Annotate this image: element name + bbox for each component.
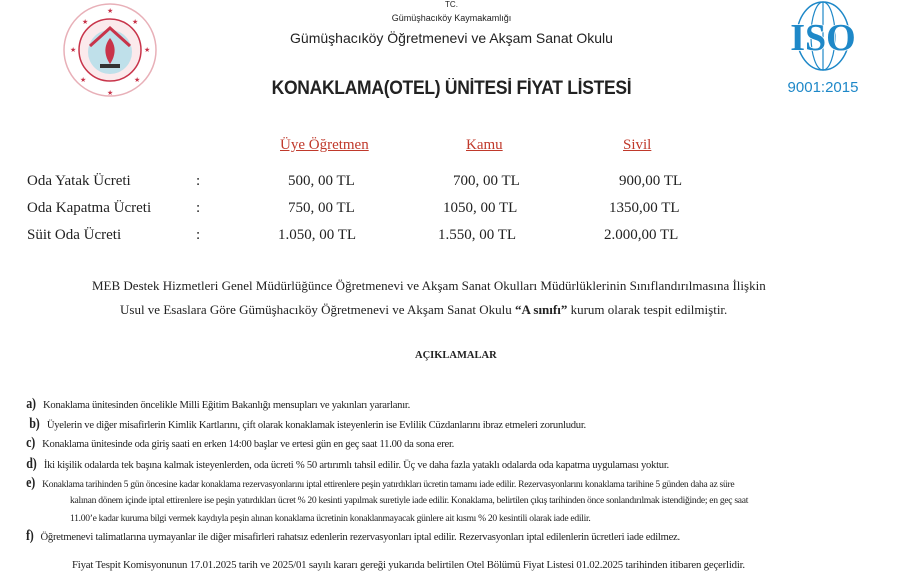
svg-text:★: ★ (144, 46, 151, 54)
classification-line-2 (120, 302, 727, 318)
note-text: İki kişilik odalarda tek başına kalmak isteyenlerden, oda ücreti % 50 artırımlı tahsil edilir. Üç ve daha fazla yataklı odalarda oda kapatma uygulaması yoktur. (43, 460, 669, 471)
column-header-civilian: Sivil (623, 137, 652, 153)
svg-text:★: ★ (107, 7, 114, 15)
classification-grade: “A sınıfı” (514, 302, 568, 317)
note-text-cont: kalınan dönem içinde iptal ettirenlere ise peşin yatırdıkları ücret % 20 kesinti yapılmak suretiyle iade edilir. Konaklama, belirtilen çıkış tarihinden önce sonlandırılmak istendiğinde; en geç saat (70, 495, 749, 506)
note-text: Öğretmenevi talimatlarına uymayanlar ile diğer misafirleri rahatsız edenlerin rezervasyonları iptal edilir. Rezervasyonları iptal edilenlerin ücretleri iade edilmez. (40, 532, 680, 543)
iso-standard: 9001:2015 (787, 79, 859, 96)
page-title: KONAKLAMA(OTEL) ÜNİTESİ FİYAT LİSTESİ (271, 78, 632, 99)
iso-logo-text: ISO (790, 17, 856, 59)
note-item-f (25, 528, 680, 545)
note-text: Konaklama ünitesinden öncelikle Milli Eğitim Bakanlığı mensupları ve yakınları yararlanır. (43, 400, 411, 411)
classification-line-1: MEB Destek Hizmetleri Genel Müdürlüğünce Öğretmenevi ve Akşam Sanat Okulları Müdürlüklerinin Sınıflandırılmasına İlişkin (92, 278, 766, 293)
header-tc: TC. (445, 0, 458, 9)
price-public: 1050, 00 TL (443, 200, 518, 216)
row-label: Oda Yatak Ücreti (27, 173, 131, 189)
row-colon: : (196, 173, 201, 189)
price-civilian: 1350,00 TL (609, 200, 680, 216)
price-member: 750, 00 TL (288, 200, 355, 216)
price-civilian: 2.000,00 TL (604, 227, 679, 243)
validity-footer: Fiyat Tespit Komisyonunun 17.01.2025 tarih ve 2025/01 sayılı kararı gereği yukarıda belirtilen Otel Bölümü Fiyat Listesi 01.02.2025 tarihinden itibaren geçerlidir. (72, 559, 745, 571)
note-item-c (25, 435, 454, 452)
note-text: Konaklama tarihinden 5 gün öncesine kadar konaklama rezervasyonlarını iptal ettirenlere peşin yatırdıkları ücretin tamamı iade edilir. Rezervasyonlarını konaklama tarihine 5 günden daha az süre (42, 479, 735, 490)
price-public: 1.550, 00 TL (438, 227, 517, 243)
classification-text-end: kurum olarak tespit edilmiştir. (567, 302, 728, 317)
note-letter: d) (26, 456, 37, 472)
institution-name: Gümüşhacıköy Öğretmenevi ve Akşam Sanat Okulu (290, 30, 613, 46)
row-label: Süit Oda Ücreti (27, 227, 122, 243)
svg-text:★: ★ (80, 76, 87, 84)
header-kaymakamlik: Gümüşhacıköy Kaymakamlığı (391, 13, 512, 23)
note-text-cont: 11.00’e kadar kuruma bilgi vermek kaydıyla peşin alınan konaklama ücretinin konaklanmayacak günlere ait kısmı % 20 kesintili olarak iade edilir. (70, 513, 591, 524)
svg-text:★: ★ (107, 89, 114, 97)
note-item-a (25, 396, 410, 413)
price-civilian: 900,00 TL (619, 173, 683, 189)
svg-text:★: ★ (134, 76, 141, 84)
price-public: 700, 00 TL (453, 173, 520, 189)
note-letter: e) (26, 475, 35, 491)
row-label: Oda Kapatma Ücreti (27, 200, 152, 216)
row-colon: : (196, 200, 201, 216)
svg-text:★: ★ (82, 18, 89, 26)
column-header-public: Kamu (466, 137, 503, 153)
note-letter: b) (29, 416, 40, 432)
note-text: Konaklama ünitesinde oda giriş saati en erken 14:00 başlar ve ertesi gün en geç saat 11.00 da sona erer. (42, 439, 455, 450)
notes-heading: AÇIKLAMALAR (415, 350, 497, 361)
note-letter: f) (25, 528, 34, 544)
svg-text:★: ★ (70, 46, 77, 54)
iso-logo (778, 0, 868, 96)
note-item-b (28, 416, 586, 433)
note-item-d (25, 456, 669, 473)
note-letter: c) (26, 435, 36, 451)
row-colon: : (196, 227, 201, 243)
note-text: Üyelerin ve diğer misafirlerin Kimlik Kartlarını, çift olarak konaklamak isteyenlerin ise Evlilik Cüzdanlarını ibraz etmeleri zorunludur. (46, 420, 586, 431)
price-member: 1.050, 00 TL (278, 227, 357, 243)
classification-text: Usul ve Esaslara Göre Gümüşhacıköy Öğretmenevi ve Akşam Sanat Okulu (120, 302, 515, 317)
note-letter: a) (26, 396, 36, 412)
column-header-member-teacher: Üye Öğretmen (280, 137, 369, 153)
price-member: 500, 00 TL (288, 173, 355, 189)
svg-text:★: ★ (132, 18, 139, 26)
